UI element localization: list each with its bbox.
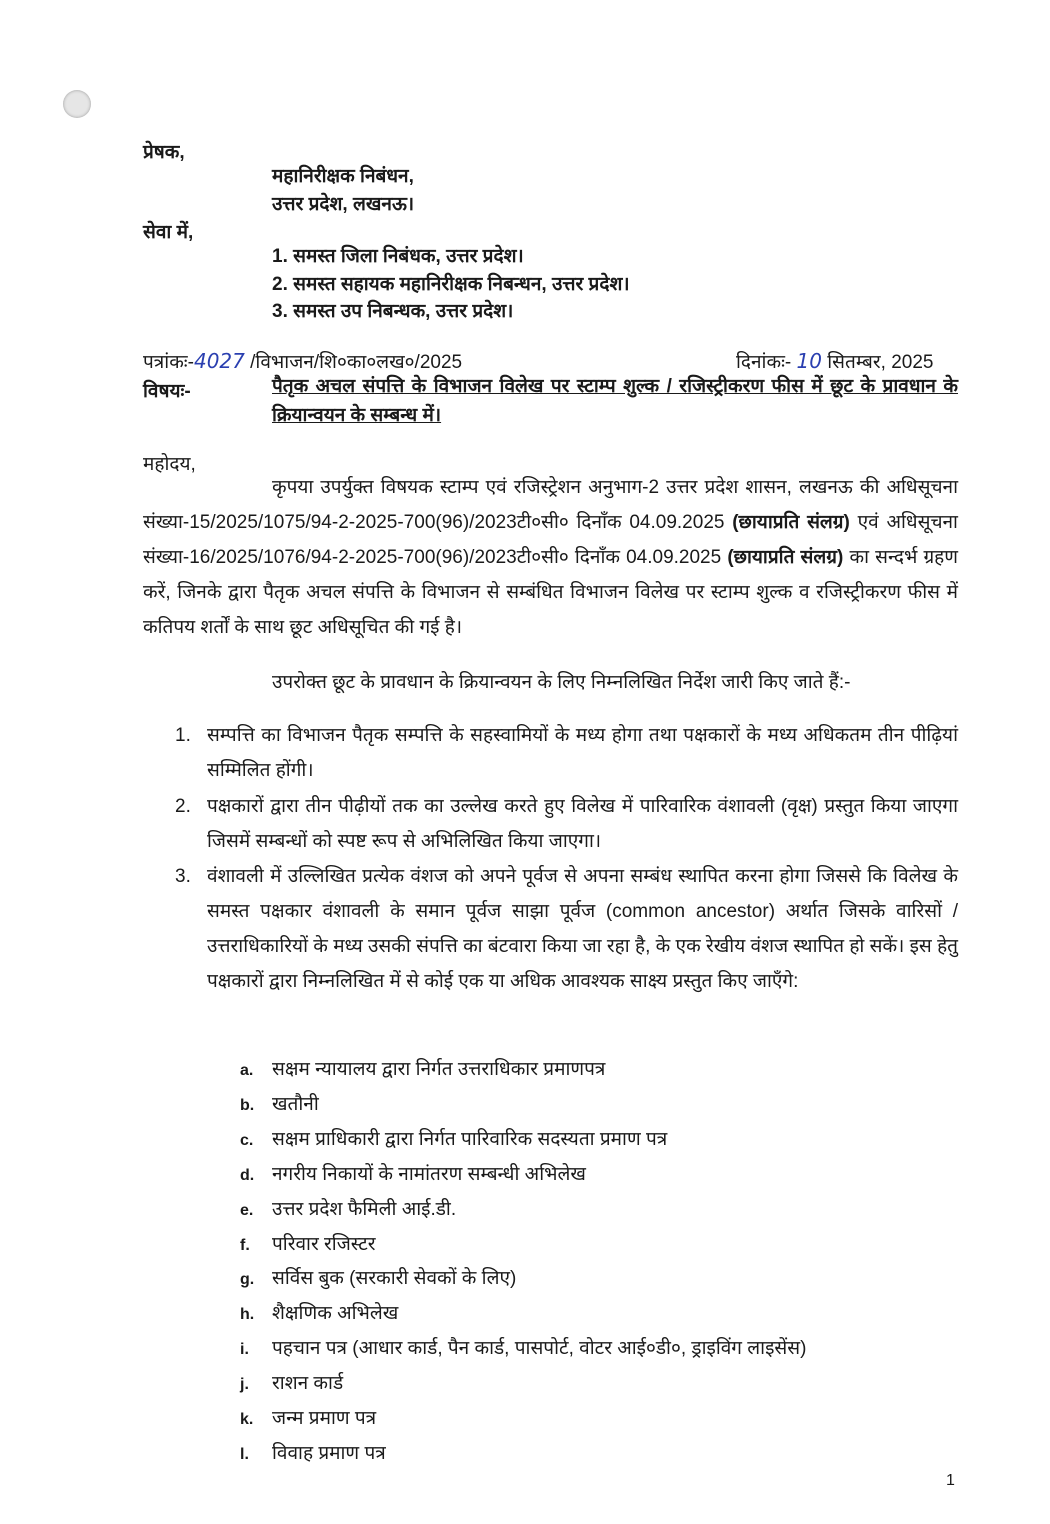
- item-letter: j.: [240, 1376, 249, 1394]
- sender-place: उत्तर प्रदेश, लखनऊ।: [272, 194, 415, 215]
- evidence-item: [240, 1160, 586, 1186]
- item-letter: h.: [240, 1306, 255, 1324]
- recipient-1: 1. समस्त जिला निबंधक, उत्तर प्रदेश।: [272, 246, 524, 267]
- recipient-3: 3. समस्त उप निबन्धक, उत्तर प्रदेश।: [272, 301, 514, 322]
- sender-label: प्रेषक,: [143, 142, 185, 163]
- item-letter: d.: [240, 1166, 255, 1184]
- item-number: 3.: [175, 866, 191, 887]
- instruction-item: [175, 718, 958, 788]
- item-text: राशन कार्ड: [272, 1373, 344, 1395]
- evidence-item: [240, 1264, 516, 1290]
- item-text: परिवार रजिस्टर: [272, 1233, 376, 1255]
- evidence-item: [240, 1299, 398, 1325]
- item-text: खतौनी: [272, 1093, 319, 1115]
- item-text: सक्षम प्राधिकारी द्वारा निर्गत पारिवारिक सदस्यता प्रमाण पत्र: [272, 1128, 668, 1150]
- salutation: महोदय,: [143, 454, 196, 475]
- item-letter: e.: [240, 1201, 254, 1219]
- item-text: पक्षकारों द्वारा तीन पीढ़ीयों तक का उल्लेख करते हुए विलेख में पारिवारिक वंशावली (वृक्ष) प्रस्तुत किया जाएगा जिसमें सम्बन्धों को स्पष्ट रूप से अभिलिखित किया जाएगा।: [207, 796, 958, 852]
- evidence-item: [240, 1090, 319, 1116]
- para-text: एवं अधिसूचना संख्या-16/2025/1076/94-2-2025-700(96)/2023टी०सी० दिनाँक 04.09.2025: [143, 512, 958, 568]
- evidence-item: [240, 1230, 376, 1256]
- item-text: वंशावली में उल्लिखित प्रत्येक वंशज को अपने पूर्वज से अपना सम्बंध स्थापित करना होगा जिससे कि विलेख के समस्त पक्षकार वंशावली के समान पूर्वज साझा पूर्वज (common ancestor) अर्थात जिसके वारिसों / उत्तराधिकारियों के मध्य उसकी संपत्ति का बंटवारा किया जा रहा है, के एक रेखीय वंशज स्थापित हो सकें। इस हेतु पक्षकारों द्वारा निम्नलिखित में से कोई एक या अधिक आवश्यक साक्ष्य प्रस्तुत किए जाएँगे:: [207, 866, 958, 992]
- paragraph-instructions-intro: उपरोक्त छूट के प्रावधान के क्रियान्वयन के लिए निम्नलिखित निर्देश जारी किए जाते हैं:-: [272, 672, 851, 693]
- item-letter: g.: [240, 1271, 255, 1289]
- para-text: कृपया उपर्युक्त विषयक स्टाम्प एवं रजिस्ट्रेशन अनुभाग-2 उत्तर प्रदेश शासन, लखनऊ की अधिसूचना संख्या-15/2025/1075/94-2-2025-700(96)/2023टी०सी० दिनाँक 04.09.2025: [143, 477, 958, 533]
- item-text: सर्विस बुक (सरकारी सेवकों के लिए): [272, 1268, 517, 1290]
- reference-number: [143, 348, 462, 374]
- ref-suffix: /विभाजन/शि०का०लख०/2025: [244, 352, 463, 373]
- date-rest: सितम्बर, 2025: [821, 352, 934, 373]
- item-letter: l.: [240, 1445, 249, 1463]
- item-letter: a.: [240, 1062, 254, 1079]
- attachment-note: (छायाप्रति संलग्र): [727, 547, 844, 568]
- item-text: पहचान पत्र (आधार कार्ड, पैन कार्ड, पासपोर्ट, वोटर आई०डी०, ड्राइविंग लाइसेंस): [272, 1338, 807, 1360]
- evidence-item: [240, 1195, 456, 1221]
- evidence-item: [240, 1125, 667, 1151]
- evidence-item: [240, 1439, 386, 1465]
- para-text: का सन्दर्भ ग्रहण करें, जिनके द्वारा पैतृक अचल संपत्ति के विभाजन से सम्बंधित विभाजन विलेख पर स्टाम्प शुल्क व रजिस्ट्रीकरण फीस में कतिपय शर्तों के साथ छूट अधिसूचित की गई है।: [143, 547, 958, 638]
- date-day-handwritten: 10: [796, 349, 822, 373]
- recipient-2: 2. समस्त सहायक महानिरीक्षक निबन्धन, उत्तर प्रदेश।: [272, 274, 630, 295]
- evidence-item: [240, 1334, 806, 1360]
- evidence-item: [240, 1055, 605, 1081]
- ref-number-handwritten: 4027: [193, 349, 245, 373]
- item-text: सक्षम न्यायालय द्वारा निर्गत उत्तराधिकार प्रमाणपत्र: [272, 1059, 606, 1080]
- evidence-item: [240, 1369, 343, 1395]
- ref-label: पत्रांकः-: [143, 352, 194, 373]
- item-letter: i.: [240, 1341, 249, 1359]
- evidence-item: [240, 1404, 376, 1430]
- item-text: सम्पत्ति का विभाजन पैतृक सम्पत्ति के सहस्वामियों के मध्य होगा तथा पक्षकारों के मध्य अधिकतम तीन पीढ़ियां सम्मिलित होंगी।: [207, 725, 958, 781]
- instruction-item: [175, 789, 958, 859]
- item-text: विवाह प्रमाण पत्र: [272, 1442, 386, 1464]
- item-text: शैक्षणिक अभिलेख: [272, 1303, 399, 1325]
- instruction-item: [175, 859, 958, 999]
- item-number: 1.: [175, 725, 191, 746]
- attachment-note: (छायाप्रति संलग्र): [732, 512, 850, 533]
- recipients-label: सेवा में,: [143, 222, 194, 243]
- paragraph-reference: [143, 470, 958, 645]
- item-letter: f.: [240, 1236, 250, 1254]
- date-label: दिनांकः-: [736, 352, 797, 373]
- item-letter: c.: [240, 1131, 254, 1149]
- item-text: नगरीय निकायों के नामांतरण सम्बन्धी अभिलेख: [272, 1163, 586, 1185]
- subject-label: विषयः-: [143, 381, 191, 402]
- item-letter: k.: [240, 1411, 254, 1428]
- item-number: 2.: [175, 796, 191, 817]
- sender-name: महानिरीक्षक निबंधन,: [272, 166, 414, 187]
- item-letter: b.: [240, 1096, 255, 1114]
- page-number: 1: [946, 1472, 955, 1489]
- item-text: जन्म प्रमाण पत्र: [272, 1408, 377, 1429]
- punch-hole: [63, 90, 91, 118]
- letter-date: [736, 348, 933, 374]
- item-text: उत्तर प्रदेश फैमिली आई.डी.: [272, 1198, 457, 1220]
- subject-text: पैतृक अचल संपत्ति के विभाजन विलेख पर स्टाम्प शुल्क / रजिस्ट्रीकरण फीस में छूट के प्रावधान के क्रियान्वयन के सम्बन्ध में।: [272, 376, 958, 426]
